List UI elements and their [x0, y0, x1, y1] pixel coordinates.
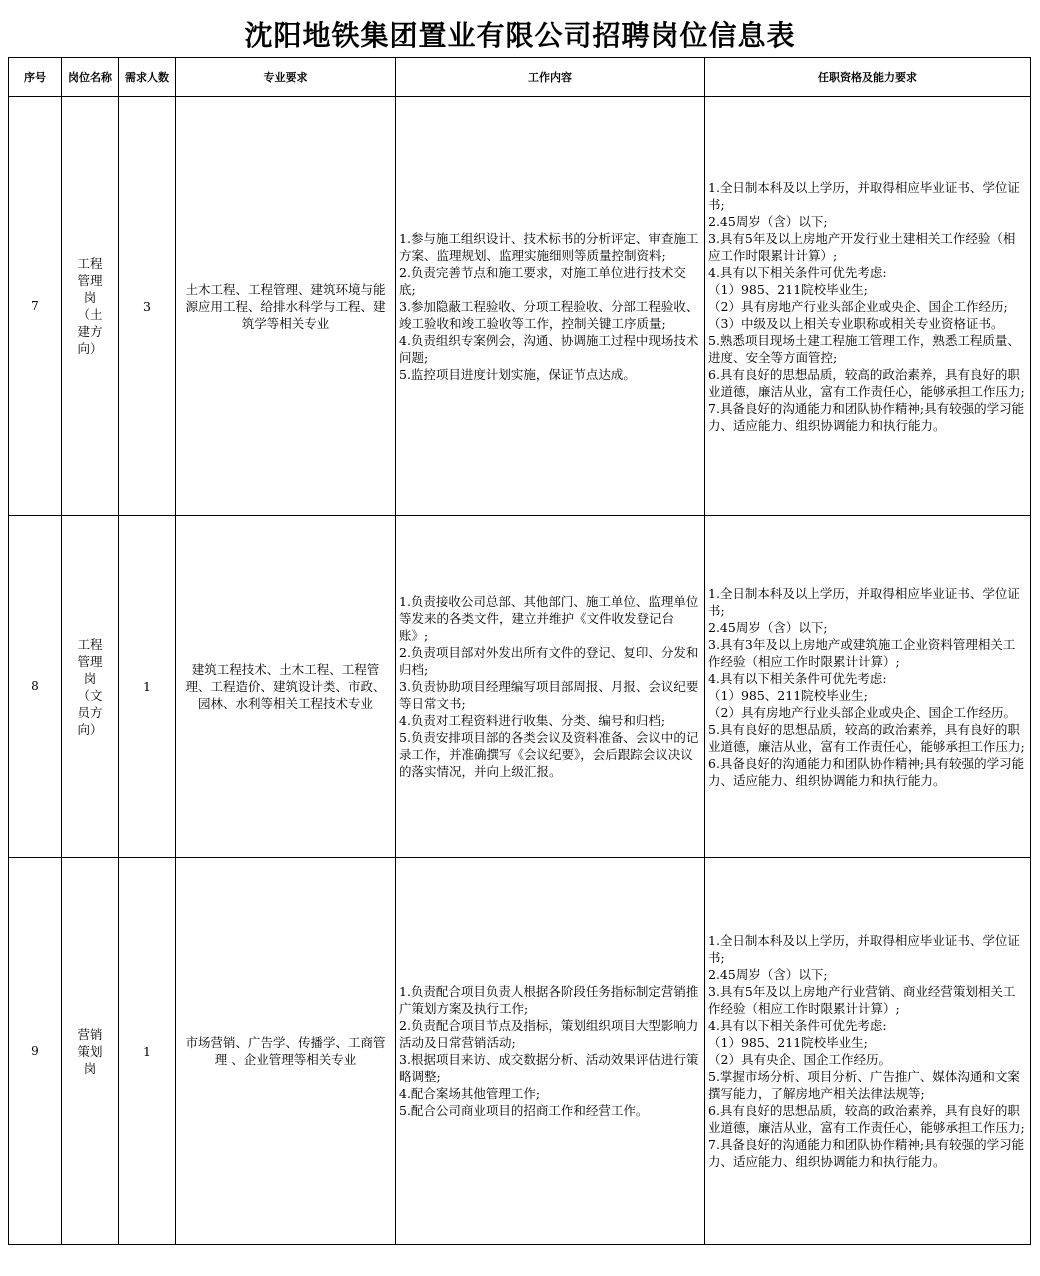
qual-item: 2.45周岁（含）以下;	[708, 967, 828, 982]
qual-item: 5.熟悉项目现场土建工程施工管理工作，熟悉工程质量、进度、安全等方面管控;	[708, 332, 1020, 365]
row-count: 1	[119, 858, 176, 1245]
row-seq: 9	[9, 858, 62, 1245]
row-work	[396, 516, 705, 858]
row-position: 营销策划岗	[62, 858, 119, 1245]
row-count: 3	[119, 97, 176, 516]
qual-item: 1.全日制本科及以上学历，并取得相应毕业证书、学位证书;	[708, 585, 1020, 618]
work-item: 4.配合案场其他管理工作;	[399, 1086, 541, 1101]
work-item: 2.负责完善节点和施工要求，对施工单位进行技术交底;	[399, 264, 686, 297]
row-major: 市场营销、广告学、传播学、工商管理 、企业管理等相关专业	[176, 858, 396, 1245]
header-position: 岗位名称	[62, 58, 119, 97]
row-count: 1	[119, 516, 176, 858]
qual-item: （2）具有央企、国企工作经历。	[708, 1052, 891, 1067]
qual-item: 1.全日制本科及以上学历，并取得相应毕业证书、学位证书;	[708, 179, 1020, 212]
work-item: 5.配合公司商业项目的招商工作和经营工作。	[399, 1103, 649, 1118]
qual-item: （2）具有房地产行业头部企业或央企、国企工作经历;	[708, 298, 1008, 314]
row-seq: 8	[9, 516, 62, 858]
work-item: 3.负责协助项目经理编写项目部周报、月报、会议纪要等日常文书;	[399, 679, 699, 711]
qual-item: 6.具有良好的思想品质，较高的政治素养，具有良好的职业道德，廉洁从业，富有工作责任心，能够承担工作压力;	[708, 366, 1025, 399]
work-item: 1.参与施工组织设计、技术标书的分析评定、审查施工方案、监理规划、监理实施细则等质量控制资料;	[399, 230, 699, 263]
qual-item: 6.具备良好的沟通能力和团队协作精神;具有较强的学习能力、适应能力、组织协调能力和执行能力。	[708, 755, 1025, 788]
header-qual: 任职资格及能力要求	[705, 58, 1031, 97]
header-work: 工作内容	[396, 58, 705, 97]
row-position: 工程管理岗（土建方向）	[62, 97, 119, 516]
recruitment-table	[8, 57, 1031, 1245]
work-item: 4.负责对工程资料进行收集、分类、编号和归档;	[399, 713, 666, 728]
row-qual	[705, 97, 1031, 516]
qual-item: 4.具有以下相关条件可优先考虑:	[708, 670, 887, 686]
table-row	[9, 858, 1031, 1245]
row-work	[396, 97, 705, 516]
row-position: 工程管理岗（文员方向）	[62, 516, 119, 858]
row-qual	[705, 516, 1031, 858]
qual-item: （2）具有房地产行业头部企业或央企、国企工作经历。	[708, 704, 1016, 720]
qual-item: （1）985、211院校毕业生;	[708, 687, 868, 703]
table-row	[9, 97, 1031, 516]
work-item: 3.根据项目来访、成交数据分析、活动效果评估进行策略调整;	[399, 1052, 699, 1084]
qual-item: 7.具备良好的沟通能力和团队协作精神;具有较强的学习能力、适应能力、组织协调能力和执行能力。	[708, 1137, 1025, 1169]
page-title: 沈阳地铁集团置业有限公司招聘岗位信息表	[244, 19, 796, 52]
qual-item: （1）985、211院校毕业生;	[708, 1035, 868, 1050]
qual-item: 6.具有良好的思想品质，较高的政治素养，具有良好的职业道德，廉洁从业，富有工作责任心，能够承担工作压力;	[708, 1103, 1025, 1135]
row-work	[396, 858, 705, 1245]
qual-item: 1.全日制本科及以上学历，并取得相应毕业证书、学位证书;	[708, 933, 1020, 965]
work-item: 1.负责接收公司总部、其他部门、施工单位、监理单位等发来的各类文件，建立并维护《文件收发登记台账》;	[399, 594, 699, 643]
row-qual	[705, 858, 1031, 1245]
work-item: 1.负责配合项目负责人根据各阶段任务指标制定营销推广策划方案及执行工作;	[399, 984, 699, 1016]
qual-item: 4.具有以下相关条件可优先考虑:	[708, 264, 887, 280]
qual-item: （3）中级及以上相关专业职称或相关专业资格证书。	[708, 315, 1004, 331]
header-seq: 序号	[9, 58, 62, 97]
row-major: 土木工程、工程管理、建筑环境与能源应用工程、给排水科学与工程、建筑学等相关专业	[176, 97, 396, 516]
qual-item: 3.具有5年及以上房地产开发行业土建相关工作经验（相应工作时限累计计算）;	[708, 230, 1016, 263]
work-item: 3.参加隐蔽工程验收、分项工程验收、分部工程验收、竣工验收和竣工验收等工作，控制关键工序质量;	[399, 298, 699, 331]
row-major: 建筑工程技术、土木工程、工程管理、工程造价、建筑设计类、市政、园林、水利等相关工程技术专业	[176, 516, 396, 858]
work-item: 2.负责配合项目节点及指标，策划组织项目大型影响力活动及日常营销活动;	[399, 1018, 699, 1050]
work-item: 5.监控项目进度计划实施，保证节点达成。	[399, 366, 636, 382]
qual-item: 2.45周岁（含）以下;	[708, 213, 828, 229]
header-major: 专业要求	[176, 58, 396, 97]
qual-item: 7.具备良好的沟通能力和团队协作精神;具有较强的学习能力、适应能力、组织协调能力和执行能力。	[708, 400, 1025, 433]
qual-item: （1）985、211院校毕业生;	[708, 281, 868, 297]
qual-item: 3.具有3年及以上房地产或建筑施工企业资料管理相关工作经验（相应工作时限累计计算）;	[708, 636, 1016, 669]
qual-item: 5.具有良好的思想品质，较高的政治素养，具有良好的职业道德，廉洁从业，富有工作责任心，能够承担工作压力;	[708, 721, 1025, 754]
table-header-row	[9, 58, 1031, 97]
work-item: 2.负责项目部对外发出所有文件的登记、复印、分发和归档;	[399, 645, 699, 677]
work-item: 4.负责组织专案例会，沟通、协调施工过程中现场技术问题;	[399, 332, 699, 365]
qual-item: 2.45周岁（含）以下;	[708, 619, 828, 635]
qual-item: 5.掌握市场分析、项目分析、广告推广、媒体沟通和文案撰写能力，了解房地产相关法律法规等;	[708, 1069, 1020, 1101]
table-row	[9, 516, 1031, 858]
work-item: 5.负责安排项目部的各类会议及资料准备、会议中的记录工作，并准确撰写《会议纪要》，会后跟踪会议决议的落实情况，并向上级汇报。	[399, 730, 699, 779]
qual-item: 4.具有以下相关条件可优先考虑:	[708, 1018, 887, 1033]
row-seq: 7	[9, 97, 62, 516]
header-count: 需求人数	[119, 58, 176, 97]
qual-item: 3.具有5年及以上房地产行业营销、商业经营策划相关工作经验（相应工作时限累计计算）;	[708, 984, 1016, 1016]
